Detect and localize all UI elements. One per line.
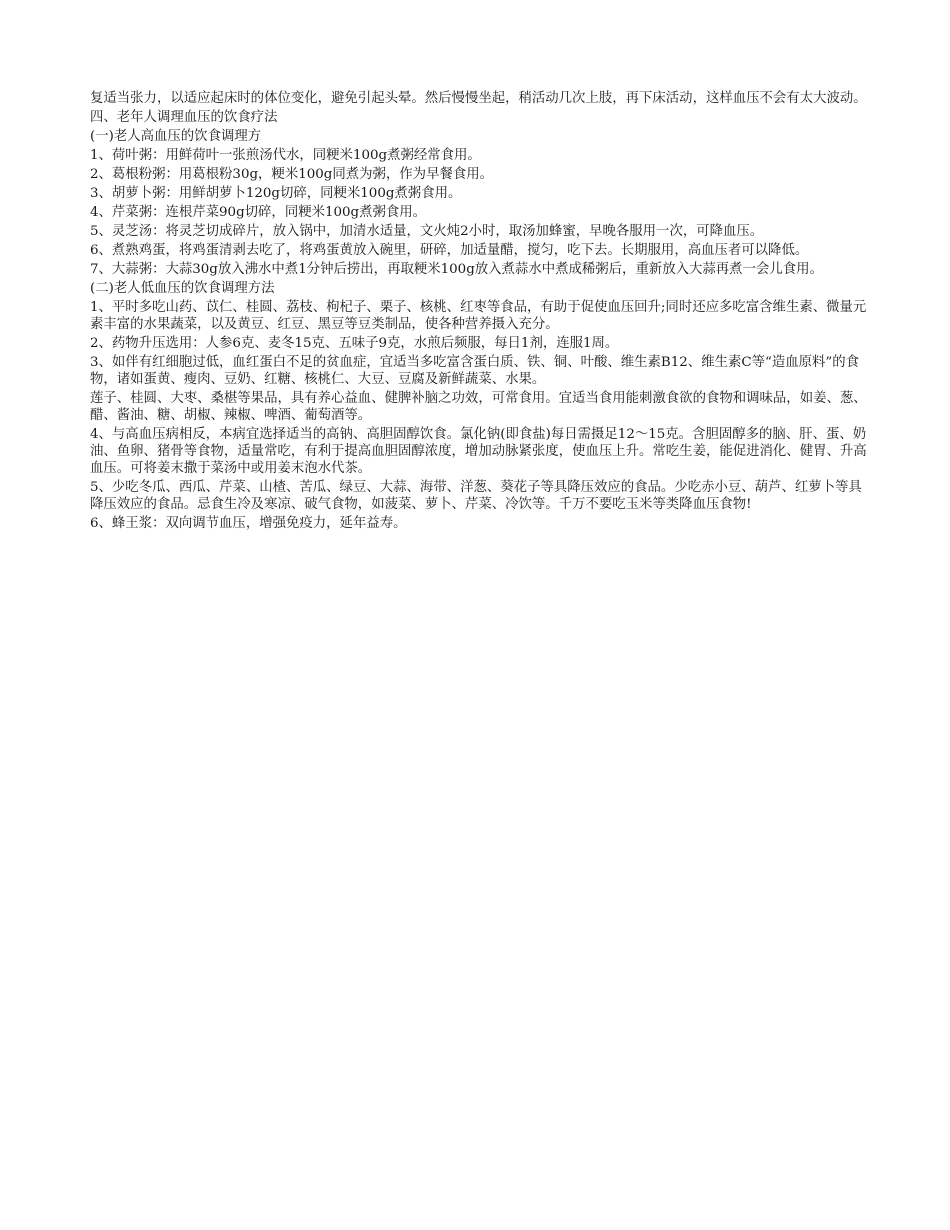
document-page bbox=[90, 90, 870, 534]
paragraph-intro-continuation: 复适当张力，以适应起床时的体位变化，避免引起头晕。然后慢慢坐起，稍活动几次上肢，再下床活动，这样血压不会有太大波动。 bbox=[90, 91, 867, 106]
list-item-foods: 1、平时多吃山药、苡仁、桂圆、荔枝、枸杞子、栗子、核桃、红枣等食品，有助于促使血压回升;同时还应多吃富含维生素、微量元素丰富的水果蔬菜，以及黄豆、红豆、黑豆等豆类制品，使各种营养摄入充分。 bbox=[90, 300, 867, 332]
section-heading-diet-therapy: 四、老年人调理血压的饮食疗法 bbox=[90, 110, 278, 125]
list-item-lotus-leaf-porridge: 1、荷叶粥：用鲜荷叶一张煎汤代水，同粳米100g煮粥经常食用。 bbox=[90, 148, 481, 163]
list-item-royal-jelly: 6、蜂王浆：双向调节血压，增强免疫力，延年益寿。 bbox=[90, 516, 407, 531]
list-item-celery-porridge: 4、芹菜粥：连根芹菜90g切碎，同粳米100g煮粥食用。 bbox=[90, 205, 427, 220]
list-item-kudzu-porridge: 2、葛根粉粥：用葛根粉30g，粳米100g同煮为粥，作为早餐食用。 bbox=[90, 167, 494, 182]
subsection-heading-hypotension: (二)老人低血压的饮食调理方法 bbox=[90, 281, 275, 296]
paragraph-fruits: 莲子、桂圆、大枣、桑椹等果品，具有养心益血、健脾补脑之功效，可常食用。宜适当食用能刺激食欲的食物和调味品，如姜、葱、醋、酱油、糖、胡椒、辣椒、啤酒、葡萄酒等。 bbox=[90, 391, 867, 423]
list-item-avoid-foods: 5、少吃冬瓜、西瓜、芹菜、山楂、苦瓜、绿豆、大蒜、海带、洋葱、葵花子等具降压效应的食品。少吃赤小豆、葫芦、红萝卜等具降压效应的食品。忌食生冷及寒凉、破气食物，如菠菜、萝卜、芹菜、冷饮等。千万不要吃玉米等类降血压食物! bbox=[90, 480, 862, 512]
list-item-sodium: 4、与高血压病相反，本病宜选择适当的高钠、高胆固醇饮食。氯化钠(即食盐)每日需摄足12～15克。含胆固醇多的脑、肝、蛋、奶油、鱼卵、猪骨等食物，适量常吃，有利于提高血胆固醇浓度，增加动脉紧张度，使血压上升。常吃生姜，能促进消化、健胃、升高血压。可将姜末撒于菜汤中或用姜末泡水代茶。 bbox=[90, 427, 867, 476]
list-item-anemia: 3、如伴有红细胞过低，血红蛋白不足的贫血症，宜适当多吃富含蛋白质、铁、铜、叶酸、维生素B12、维生素C等“造血原料”的食物，诸如蛋黄、瘦肉、豆奶、红糖、核桃仁、大豆、豆腐及新鲜蔬菜、水果。 bbox=[90, 355, 860, 387]
list-item-lingzhi-soup: 5、灵芝汤：将灵芝切成碎片，放入锅中，加清水适量，文火炖2小时，取汤加蜂蜜，早晚各服用一次，可降血压。 bbox=[90, 224, 764, 239]
list-item-medicine: 2、药物升压选用：人参6克、麦冬15克、五味子9克，水煎后频服，每日1剂，连服1周。 bbox=[90, 336, 619, 351]
list-item-boiled-egg: 6、煮熟鸡蛋，将鸡蛋清剥去吃了，将鸡蛋黄放入碗里，研碎，加适量醋，搅匀，吃下去。长期服用，高血压者可以降低。 bbox=[90, 243, 809, 258]
list-item-garlic-porridge: 7、大蒜粥：大蒜30g放入沸水中煮1分钟后捞出，再取粳米100g放入煮蒜水中煮成稀粥后，重新放入大蒜再煮一会儿食用。 bbox=[90, 262, 823, 277]
list-item-carrot-porridge: 3、胡萝卜粥：用鲜胡萝卜120g切碎，同粳米100g煮粥食用。 bbox=[90, 186, 462, 201]
subsection-heading-hypertension: (一)老人高血压的饮食调理方 bbox=[90, 129, 262, 144]
